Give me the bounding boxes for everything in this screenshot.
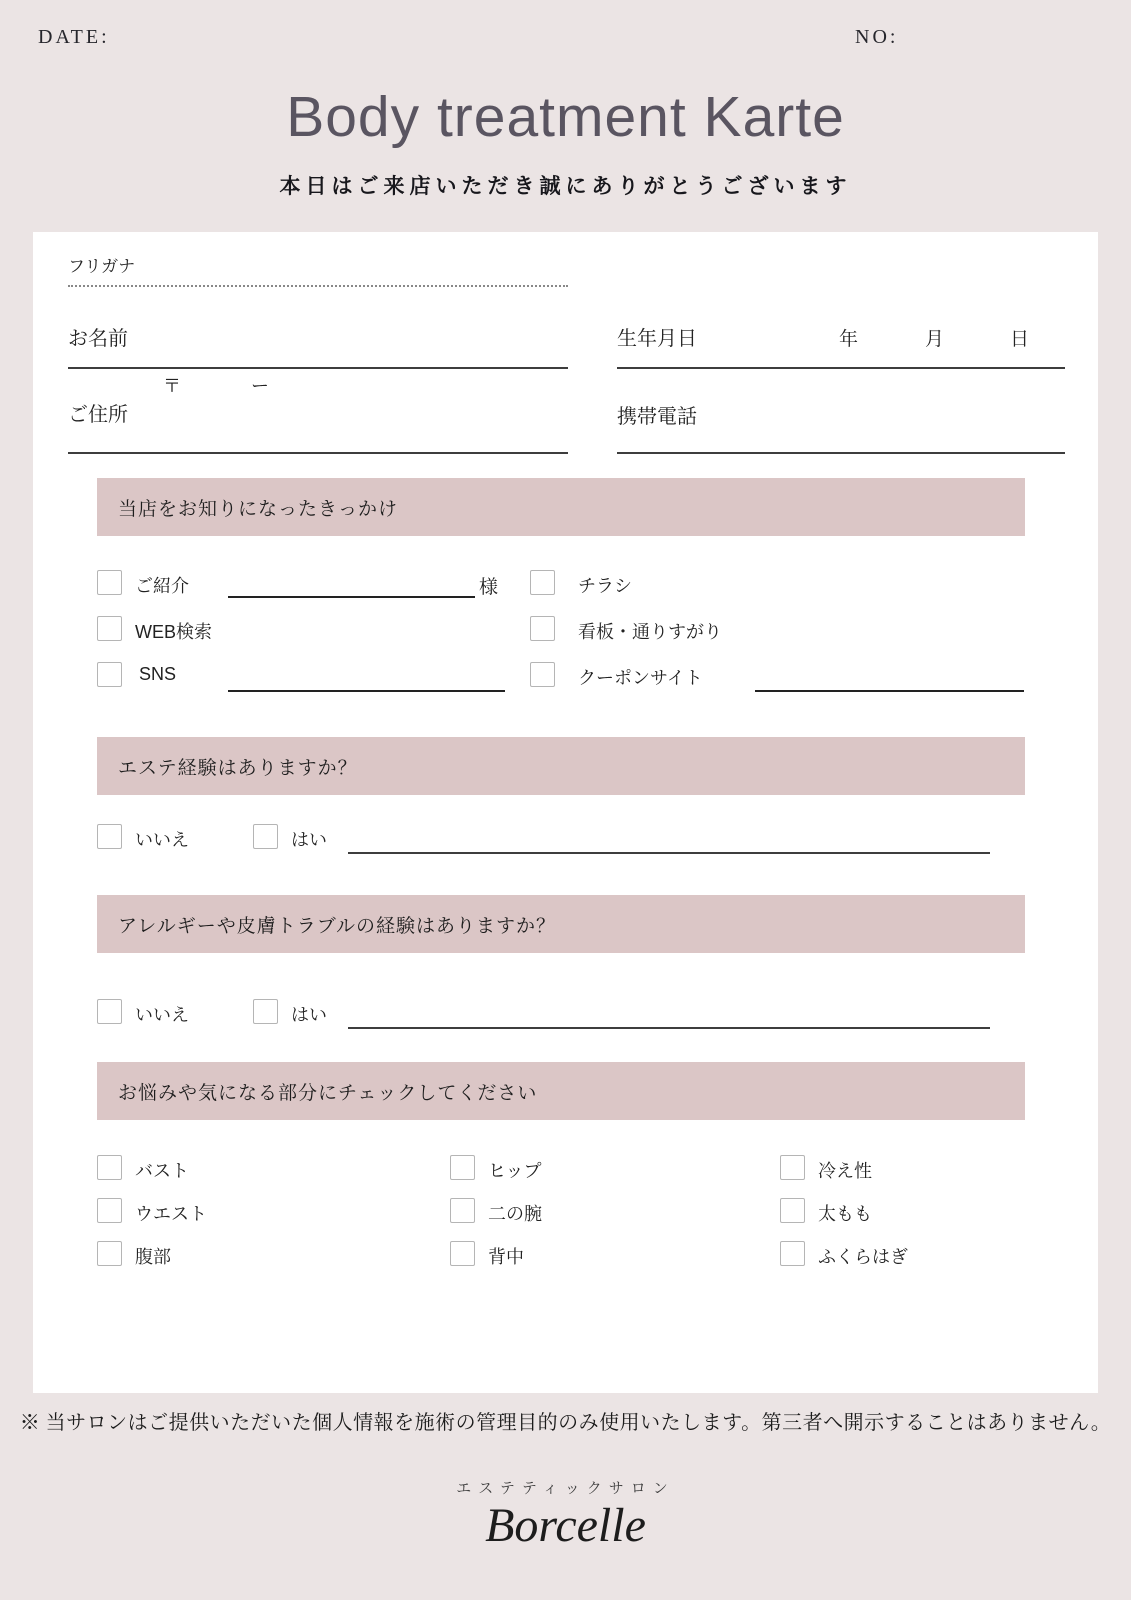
name-input-line[interactable] xyxy=(68,367,568,369)
name-label: お名前 xyxy=(68,328,128,350)
birthdate-label: 生年月日 xyxy=(617,328,697,350)
form-card xyxy=(33,232,1098,1393)
section-referral-heading: 当店をお知りになったきっかけ xyxy=(97,478,1025,536)
checkbox-abdomen[interactable] xyxy=(97,1241,122,1266)
page-title: Body treatment Karte xyxy=(286,85,845,149)
checkbox-calf[interactable] xyxy=(780,1241,805,1266)
checkbox-web-search[interactable] xyxy=(97,616,122,641)
checkbox-coupon-site[interactable] xyxy=(530,662,555,687)
privacy-note: ※ 当サロンはご提供いただいた個人情報を施術の管理目的のみ使用いたします。第三者へ開示することはありません。 xyxy=(19,1412,1112,1434)
option-allergy-no-label: いいえ xyxy=(135,1005,189,1025)
option-waist-label: ウエスト xyxy=(135,1204,207,1224)
checkbox-waist[interactable] xyxy=(97,1198,122,1223)
no-label: NO: xyxy=(855,26,899,48)
option-flyer-label: チラシ xyxy=(578,576,632,596)
date-label: DATE: xyxy=(38,26,110,48)
checkbox-bust[interactable] xyxy=(97,1155,122,1180)
referral-suffix-label: 様 xyxy=(479,577,499,598)
checkbox-signboard[interactable] xyxy=(530,616,555,641)
furigana-input-line[interactable] xyxy=(68,285,568,287)
checkbox-cold-sensitivity[interactable] xyxy=(780,1155,805,1180)
phone-label: 携帯電話 xyxy=(617,406,697,428)
section-allergy-heading: アレルギーや皮膚トラブルの経験はありますか？ xyxy=(97,895,1025,953)
option-thigh-label: 太もも xyxy=(818,1204,872,1224)
option-bust-label: バスト xyxy=(135,1161,189,1181)
option-cold-sensitivity-label: 冷え性 xyxy=(818,1161,872,1181)
option-back-label: 背中 xyxy=(488,1247,524,1267)
option-allergy-yes-label: はい xyxy=(291,1005,327,1025)
checkbox-experience-no[interactable] xyxy=(97,824,122,849)
checkbox-allergy-no[interactable] xyxy=(97,999,122,1024)
experience-detail-line[interactable] xyxy=(348,852,990,854)
checkbox-referral[interactable] xyxy=(97,570,122,595)
furigana-label: フリガナ xyxy=(68,257,136,276)
month-label: 月 xyxy=(925,329,945,350)
address-input-line[interactable] xyxy=(68,452,568,454)
option-referral-label: ご紹介 xyxy=(135,576,189,596)
coupon-site-detail-line[interactable] xyxy=(755,690,1024,692)
page-subtitle: 本日はご来店いただき誠にありがとうございます xyxy=(279,175,852,198)
option-abdomen-label: 腹部 xyxy=(135,1247,171,1267)
day-label: 日 xyxy=(1010,329,1030,350)
option-hip-label: ヒップ xyxy=(488,1161,542,1181)
postal-dash: ー xyxy=(251,376,269,396)
phone-input-line[interactable] xyxy=(617,452,1065,454)
checkbox-sns[interactable] xyxy=(97,662,122,687)
salon-type-label: エステティックサロン xyxy=(456,1481,675,1497)
checkbox-allergy-yes[interactable] xyxy=(253,999,278,1024)
checkbox-upper-arm[interactable] xyxy=(450,1198,475,1223)
option-sns-label: SNS xyxy=(139,664,177,684)
sns-detail-line[interactable] xyxy=(228,690,505,692)
option-upper-arm-label: 二の腕 xyxy=(488,1204,542,1224)
option-experience-yes-label: はい xyxy=(291,830,327,850)
checkbox-hip[interactable] xyxy=(450,1155,475,1180)
address-label: ご住所 xyxy=(68,404,128,426)
option-experience-no-label: いいえ xyxy=(135,830,189,850)
year-label: 年 xyxy=(839,329,859,350)
birthdate-input-line[interactable] xyxy=(617,367,1065,369)
salon-logo: Borcelle xyxy=(485,1499,646,1552)
option-signboard-label: 看板・通りすがり xyxy=(578,622,722,642)
checkbox-back[interactable] xyxy=(450,1241,475,1266)
checkbox-flyer[interactable] xyxy=(530,570,555,595)
section-concerns-heading: お悩みや気になる部分にチェックしてください xyxy=(97,1062,1025,1120)
allergy-detail-line[interactable] xyxy=(348,1027,990,1029)
option-coupon-site-label: クーポンサイト xyxy=(578,668,703,688)
checkbox-experience-yes[interactable] xyxy=(253,824,278,849)
section-experience-heading: エステ経験はありますか？ xyxy=(97,737,1025,795)
option-web-search-label: WEB検索 xyxy=(135,622,213,642)
referral-name-line[interactable] xyxy=(228,596,475,598)
option-calf-label: ふくらはぎ xyxy=(818,1247,908,1267)
checkbox-thigh[interactable] xyxy=(780,1198,805,1223)
postal-mark: 〒 xyxy=(163,376,181,396)
